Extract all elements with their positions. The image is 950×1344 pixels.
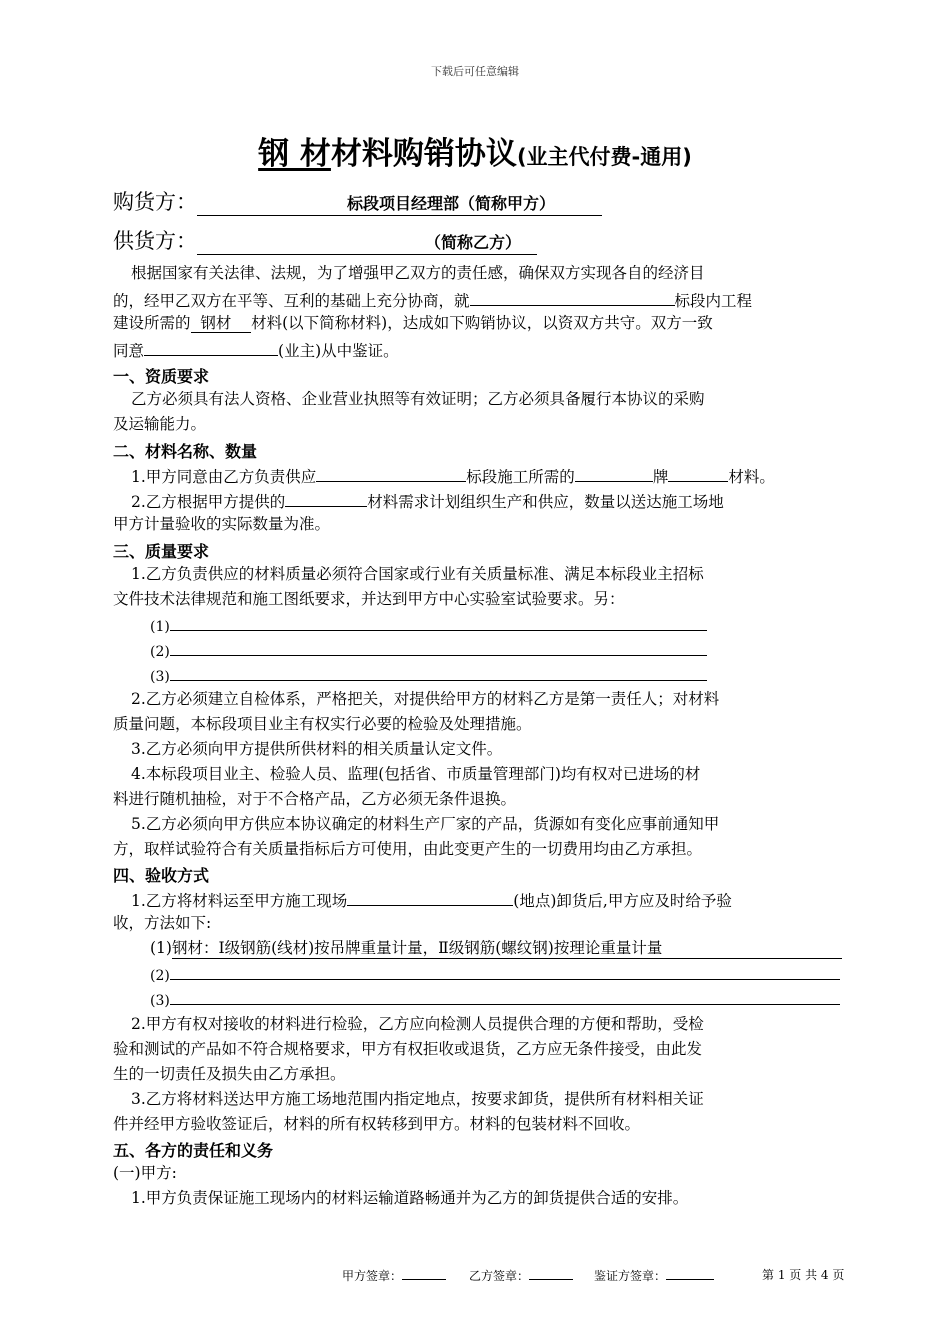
buyer-label: 购货方： xyxy=(113,190,197,214)
s5-subheading-party-a: (一)甲方: xyxy=(113,1164,177,1182)
s4-item-1-cont: 收，方法如下: xyxy=(113,914,212,932)
footer-party-a-sign: 甲方签章： xyxy=(342,1266,446,1284)
s4-method-2: (2) xyxy=(150,962,840,986)
title-main: 材料购销协议 xyxy=(330,136,517,172)
section-3-heading: 三、质量要求 xyxy=(113,542,210,561)
s4-item-1: 1.乙方将材料运至甲方施工现场 (地点)卸货后,甲方应及时给予验 xyxy=(131,888,732,911)
s1-line-1: 乙方必须具有法人资格、企业营业执照等有效证明；乙方必须具备履行本协议的采购 xyxy=(131,390,705,408)
s2-item-1: 1.甲方同意由乙方负责供应 标段施工所需的 牌 材料。 xyxy=(131,464,775,487)
title-material: 钢 材 xyxy=(258,136,331,172)
s4-item-3-cont: 件并经甲方验收签证后，材料的所有权转移到甲方。材料的包装材料不回收。 xyxy=(113,1115,641,1133)
s3-item-2-cont: 质量问题，本标段项目业主有权实行必要的检验及处理措施。 xyxy=(113,715,532,733)
intro-line-3: 建设所需的 钢材 材料(以下简称材料)，达成如下购销协议，以资双方共守。双方一致 xyxy=(113,314,713,332)
section-1-heading: 一、资质要求 xyxy=(113,367,210,386)
material-name: 钢材 xyxy=(191,314,252,333)
footer-witness-sign: 鉴证方签章： xyxy=(594,1266,714,1284)
s4-item-2-cont-2: 生的一切责任及损失由乙方承担。 xyxy=(113,1065,346,1083)
supplier-line xyxy=(113,225,537,255)
intro-line-4: 同意 (业主)从中鉴证。 xyxy=(113,338,399,361)
s4-method-3: (3) xyxy=(150,987,840,1011)
supplier-value: （简称乙方） xyxy=(197,232,537,255)
page-number: 第 1 页 共 4 页 xyxy=(762,1268,845,1282)
s3-item-2: 2.乙方必须建立自检体系，严格把关，对提供给甲方的材料乙方是第一责任人；对材料 xyxy=(131,690,720,708)
footer-party-b-sign: 乙方签章： xyxy=(469,1266,573,1284)
s4-item-2-cont-1: 验和测试的产品如不符合规格要求，甲方有权拒收或退货，乙方应无条件接受，由此发 xyxy=(113,1040,703,1058)
s5-item-1: 1.甲方负责保证施工现场内的材料运输道路畅通并为乙方的卸货提供合适的安排。 xyxy=(131,1189,689,1207)
s3-item-3: 3.乙方必须向甲方提供所供材料的相关质量认定文件。 xyxy=(131,740,503,758)
s3-item-1-cont: 文件技术法律规范和施工图纸要求，并达到甲方中心实验室试验要求。另： xyxy=(113,590,625,608)
s1-line-2: 及运输能力。 xyxy=(113,415,207,433)
header-note: 下载后可任意编辑 xyxy=(431,65,519,78)
s3-item-5: 5.乙方必须向甲方供应本协议确定的材料生产厂家的产品，货源如有变化应事前通知甲 xyxy=(131,815,720,833)
intro-line-2: 的，经甲乙双方在平等、互利的基础上充分协商，就 标段内工程 xyxy=(113,288,752,311)
s3-item-4: 4.本标段项目业主、检验人员、监理(包括省、市质量管理部门)均有权对已进场的材 xyxy=(131,765,701,783)
section-5-heading: 五、各方的责任和义务 xyxy=(113,1141,274,1160)
s4-item-2: 2.甲方有权对接收的材料进行检验，乙方应向检测人员提供合理的方便和帮助，受检 xyxy=(131,1015,704,1033)
s2-item-2-cont: 甲方计量验收的实际数量为准。 xyxy=(113,515,331,533)
s3-item-4-cont: 料进行随机抽检，对于不合格产品，乙方必须无条件退换。 xyxy=(113,790,517,808)
intro-line-1: 根据国家有关法律、法规，为了增强甲乙双方的责任感，确保双方实现各自的经济目 xyxy=(131,264,705,282)
buyer-value: 标段项目经理部（简称甲方） xyxy=(197,193,602,216)
s4-item-3: 3.乙方将材料送达甲方施工场地范围内指定地点，按要求卸货，提供所有材料相关证 xyxy=(131,1090,704,1108)
s3-item-1: 1.乙方负责供应的材料质量必须符合国家或行业有关质量标准、满足本标段业主招标 xyxy=(131,565,704,583)
s2-item-2: 2.乙方根据甲方提供的 材料需求计划组织生产和供应，数量以送达施工场地 xyxy=(131,489,724,512)
s4-method-1: (1)钢材：Ⅰ级钢筋(线材)按吊牌重量计量，Ⅱ级钢筋(螺纹钢)按理论重量计量 xyxy=(150,938,842,959)
s3-blank-1: (1) xyxy=(150,613,707,637)
s3-blank-2: (2) xyxy=(150,638,707,662)
section-4-heading: 四、验收方式 xyxy=(113,866,210,885)
supplier-label: 供货方： xyxy=(113,229,197,253)
s3-blank-3: (3) xyxy=(150,663,707,687)
title-subtitle: (业主代付费-通用) xyxy=(516,145,692,169)
section-2-heading: 二、材料名称、数量 xyxy=(113,442,258,461)
s3-item-5-cont: 方，取样试验符合有关质量指标后方可使用，由此变更产生的一切费用均由乙方承担。 xyxy=(113,840,703,858)
buyer-line xyxy=(113,186,602,216)
document-title xyxy=(0,128,950,173)
